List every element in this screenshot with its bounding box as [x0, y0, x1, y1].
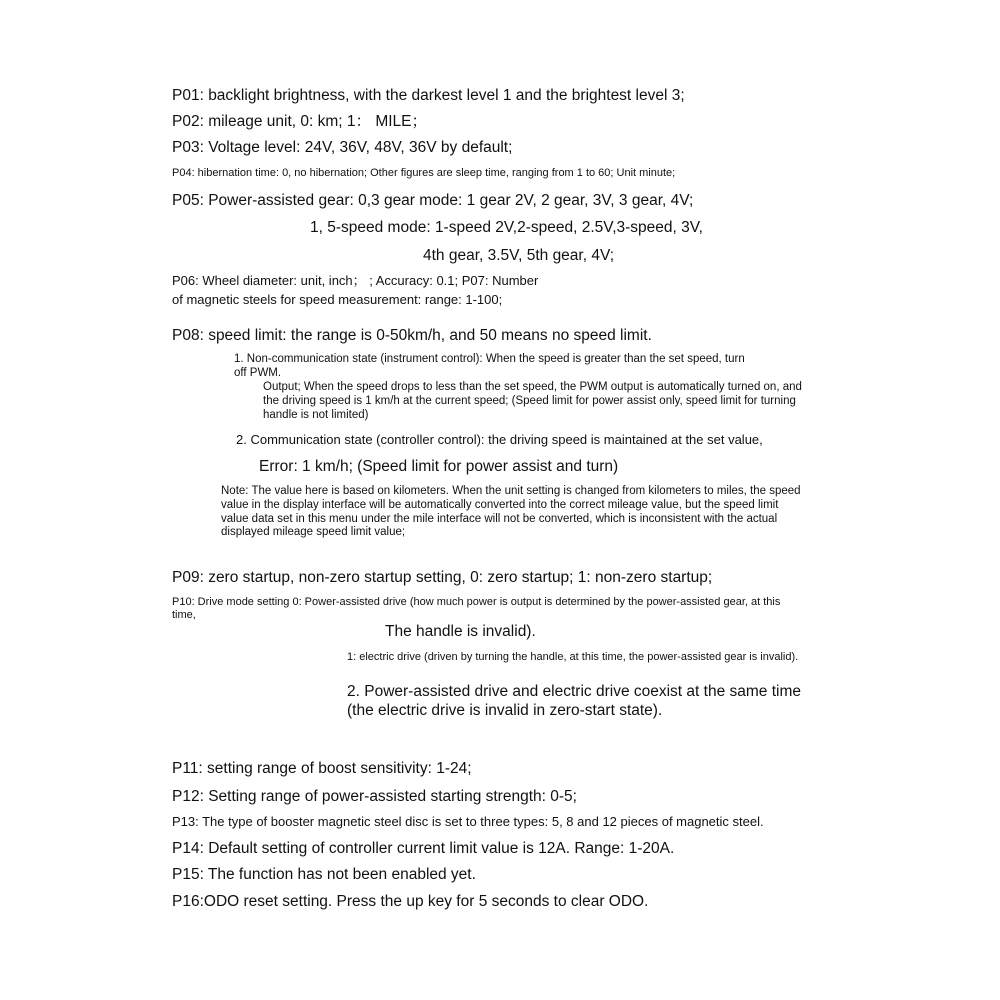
- param-p10-item2: 2. Power-assisted drive and electric drive coexist at the same time (the electric drive is invalid in zero-start state).: [347, 683, 801, 719]
- param-p02: P02: mileage unit, 0: km; 1： MILE；: [172, 113, 427, 130]
- param-p04: P04: hibernation time: 0, no hibernation; Other figures are sleep time, ranging from 1 to 60; Unit minute;: [172, 167, 676, 179]
- param-p10-line2: time,: [172, 609, 196, 621]
- param-p09: P09: zero startup, non-zero startup setting, 0: zero startup; 1: non-zero startup;: [172, 569, 713, 586]
- param-p08-item1-output: Output; When the speed drops to less than the set speed, the PWM output is automatically turned on, and the driving speed is 1 km/h at the current speed; (Speed limit for power assist only, speed limit for turning handle is not limited): [263, 381, 802, 421]
- param-p14: P14: Default setting of controller current limit value is 12A. Range: 1-20A.: [172, 840, 675, 857]
- param-p08-note: Note: The value here is based on kilometers. When the unit setting is changed from kilometers to miles, the speed value in the display interface will be automatically converted into the correct mileage value, but the speed limit value data set in this menu under the mile interface will not be converted, which is inconsistent with the actual displayed mileage speed limit value;: [221, 485, 801, 539]
- param-p11: P11: setting range of boost sensitivity: 1-24;: [172, 760, 472, 777]
- param-p06-line2: of magnetic steels for speed measurement: range: 1-100;: [172, 292, 503, 307]
- param-p05-line1: P05: Power-assisted gear: 0,3 gear mode: 1 gear 2V, 2 gear, 3V, 3 gear, 4V;: [172, 192, 694, 209]
- param-p06-line1: P06: Wheel diameter: unit, inch； ; Accuracy: 0.1; P07: Number: [172, 273, 539, 288]
- param-p10-handle: The handle is invalid).: [385, 623, 536, 640]
- param-p12: P12: Setting range of power-assisted starting strength: 0-5;: [172, 788, 577, 805]
- param-p13: P13: The type of booster magnetic steel disc is set to three types: 5, 8 and 12 pieces of magnetic steel.: [172, 814, 764, 829]
- param-p08-item1-line1: 1. Non-communication state (instrument control): When the speed is greater than the set speed, turn: [234, 353, 745, 365]
- param-p08-item1-line2: off PWM.: [234, 367, 282, 379]
- param-p08-item2: 2. Communication state (controller control): the driving speed is maintained at the set value,: [236, 432, 763, 447]
- param-p08-item2-error: Error: 1 km/h; (Speed limit for power assist and turn): [259, 458, 619, 475]
- param-p10-item1: 1: electric drive (driven by turning the handle, at this time, the power-assisted gear is invalid).: [347, 651, 799, 663]
- param-p05-line2: 1, 5-speed mode: 1-speed 2V,2-speed, 2.5V,3-speed, 3V,: [310, 219, 703, 236]
- param-p05-line3: 4th gear, 3.5V, 5th gear, 4V;: [423, 247, 615, 264]
- param-p03: P03: Voltage level: 24V, 36V, 48V, 36V by default;: [172, 139, 513, 156]
- param-p10-line1: P10: Drive mode setting 0: Power-assisted drive (how much power is output is determined by the power-assisted gear, at this: [172, 596, 781, 608]
- param-p01: P01: backlight brightness, with the darkest level 1 and the brightest level 3;: [172, 87, 685, 104]
- param-p15: P15: The function has not been enabled yet.: [172, 866, 476, 883]
- param-p16: P16:ODO reset setting. Press the up key for 5 seconds to clear ODO.: [172, 893, 649, 910]
- param-p08: P08: speed limit: the range is 0-50km/h, and 50 means no speed limit.: [172, 327, 652, 344]
